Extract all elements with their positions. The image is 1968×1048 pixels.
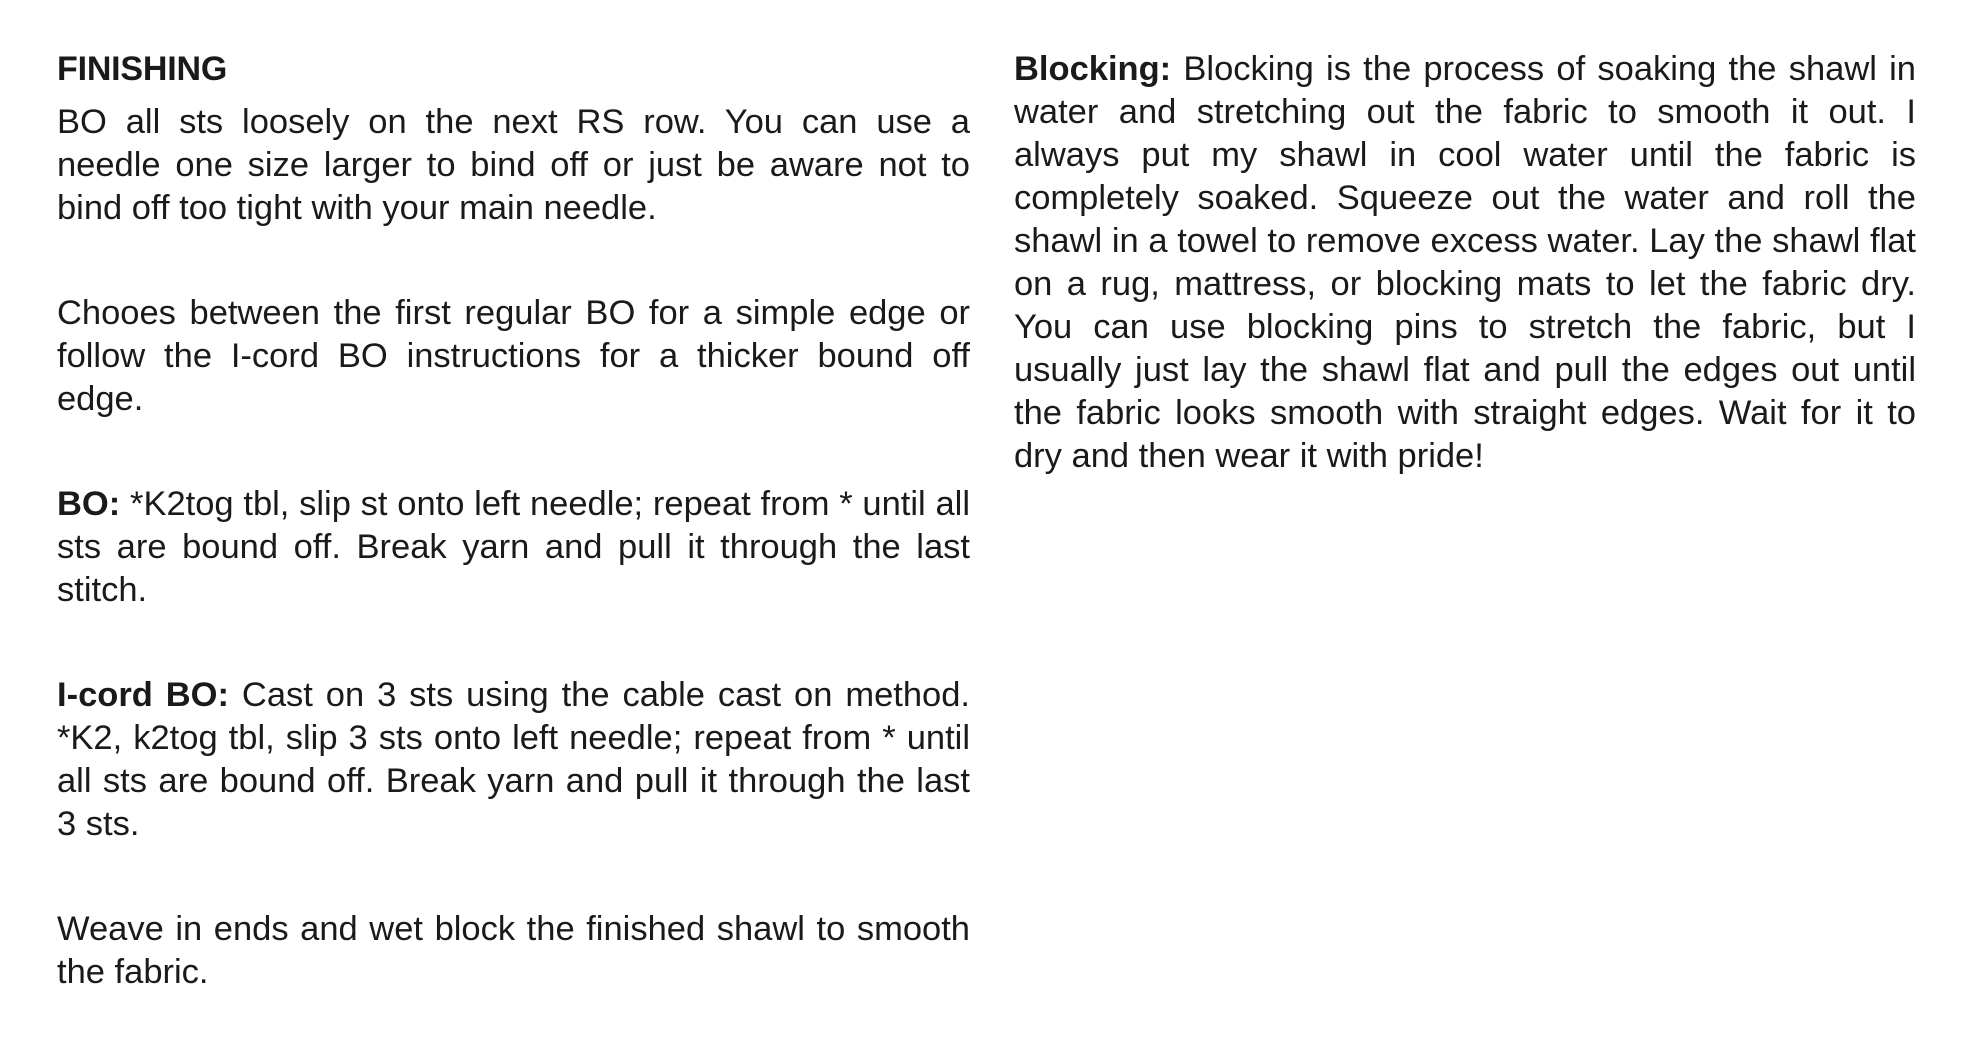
paragraph-label: BO:	[57, 485, 121, 523]
finishing-column	[57, 48, 970, 994]
paragraph-label: Blocking:	[1014, 50, 1172, 88]
paragraph-text: Blocking is the process of soaking the shawl in water and stretching out the fabric to smooth it out. I always put my shawl in cool water until the fabric is completely soaked. Squeeze out the water and roll the shawl in a towel to remove excess water. Lay the shawl flat on a rug, mattress, or blocking mats to let the fabric dry. You can use blocking pins to stretch the fabric, but I usually just lay the shawl flat and pull the edges out until the fabric looks smooth with straight edges. Wait for it to dry and then wear it with pride!	[1014, 50, 1916, 475]
paragraph-text: Cast on 3 sts using the cable cast on method. *K2, k2tog tbl, slip 3 sts onto left needle; repeat from * until all sts are bound off. Break yarn and pull it through the last 3 sts.	[57, 676, 970, 843]
bind-off-intro-paragraph	[57, 101, 970, 230]
paragraph-text: *K2tog tbl, slip st onto left needle; repeat from * until all sts are bound off. Break yarn and pull it through the last stitch.	[57, 485, 970, 609]
icord-bo-paragraph	[57, 674, 970, 846]
blocking-paragraph	[1014, 48, 1916, 478]
bind-off-choice-paragraph	[57, 292, 970, 421]
blocking-column	[1014, 48, 1916, 478]
paragraph-text: BO all sts loosely on the next RS row. You can use a needle one size larger to bind off or just be aware not to bind off too tight with your main needle.	[57, 103, 970, 227]
section-heading: FINISHING	[57, 50, 228, 88]
paragraph-text: Weave in ends and wet block the finished shawl to smooth the fabric.	[57, 910, 970, 991]
regular-bo-paragraph	[57, 483, 970, 612]
paragraph-label: I-cord BO:	[57, 676, 229, 714]
weave-in-paragraph	[57, 908, 970, 994]
paragraph-text: Chooes between the first regular BO for a simple edge or follow the I-cord BO instructions for a thicker bound off edge.	[57, 294, 970, 418]
